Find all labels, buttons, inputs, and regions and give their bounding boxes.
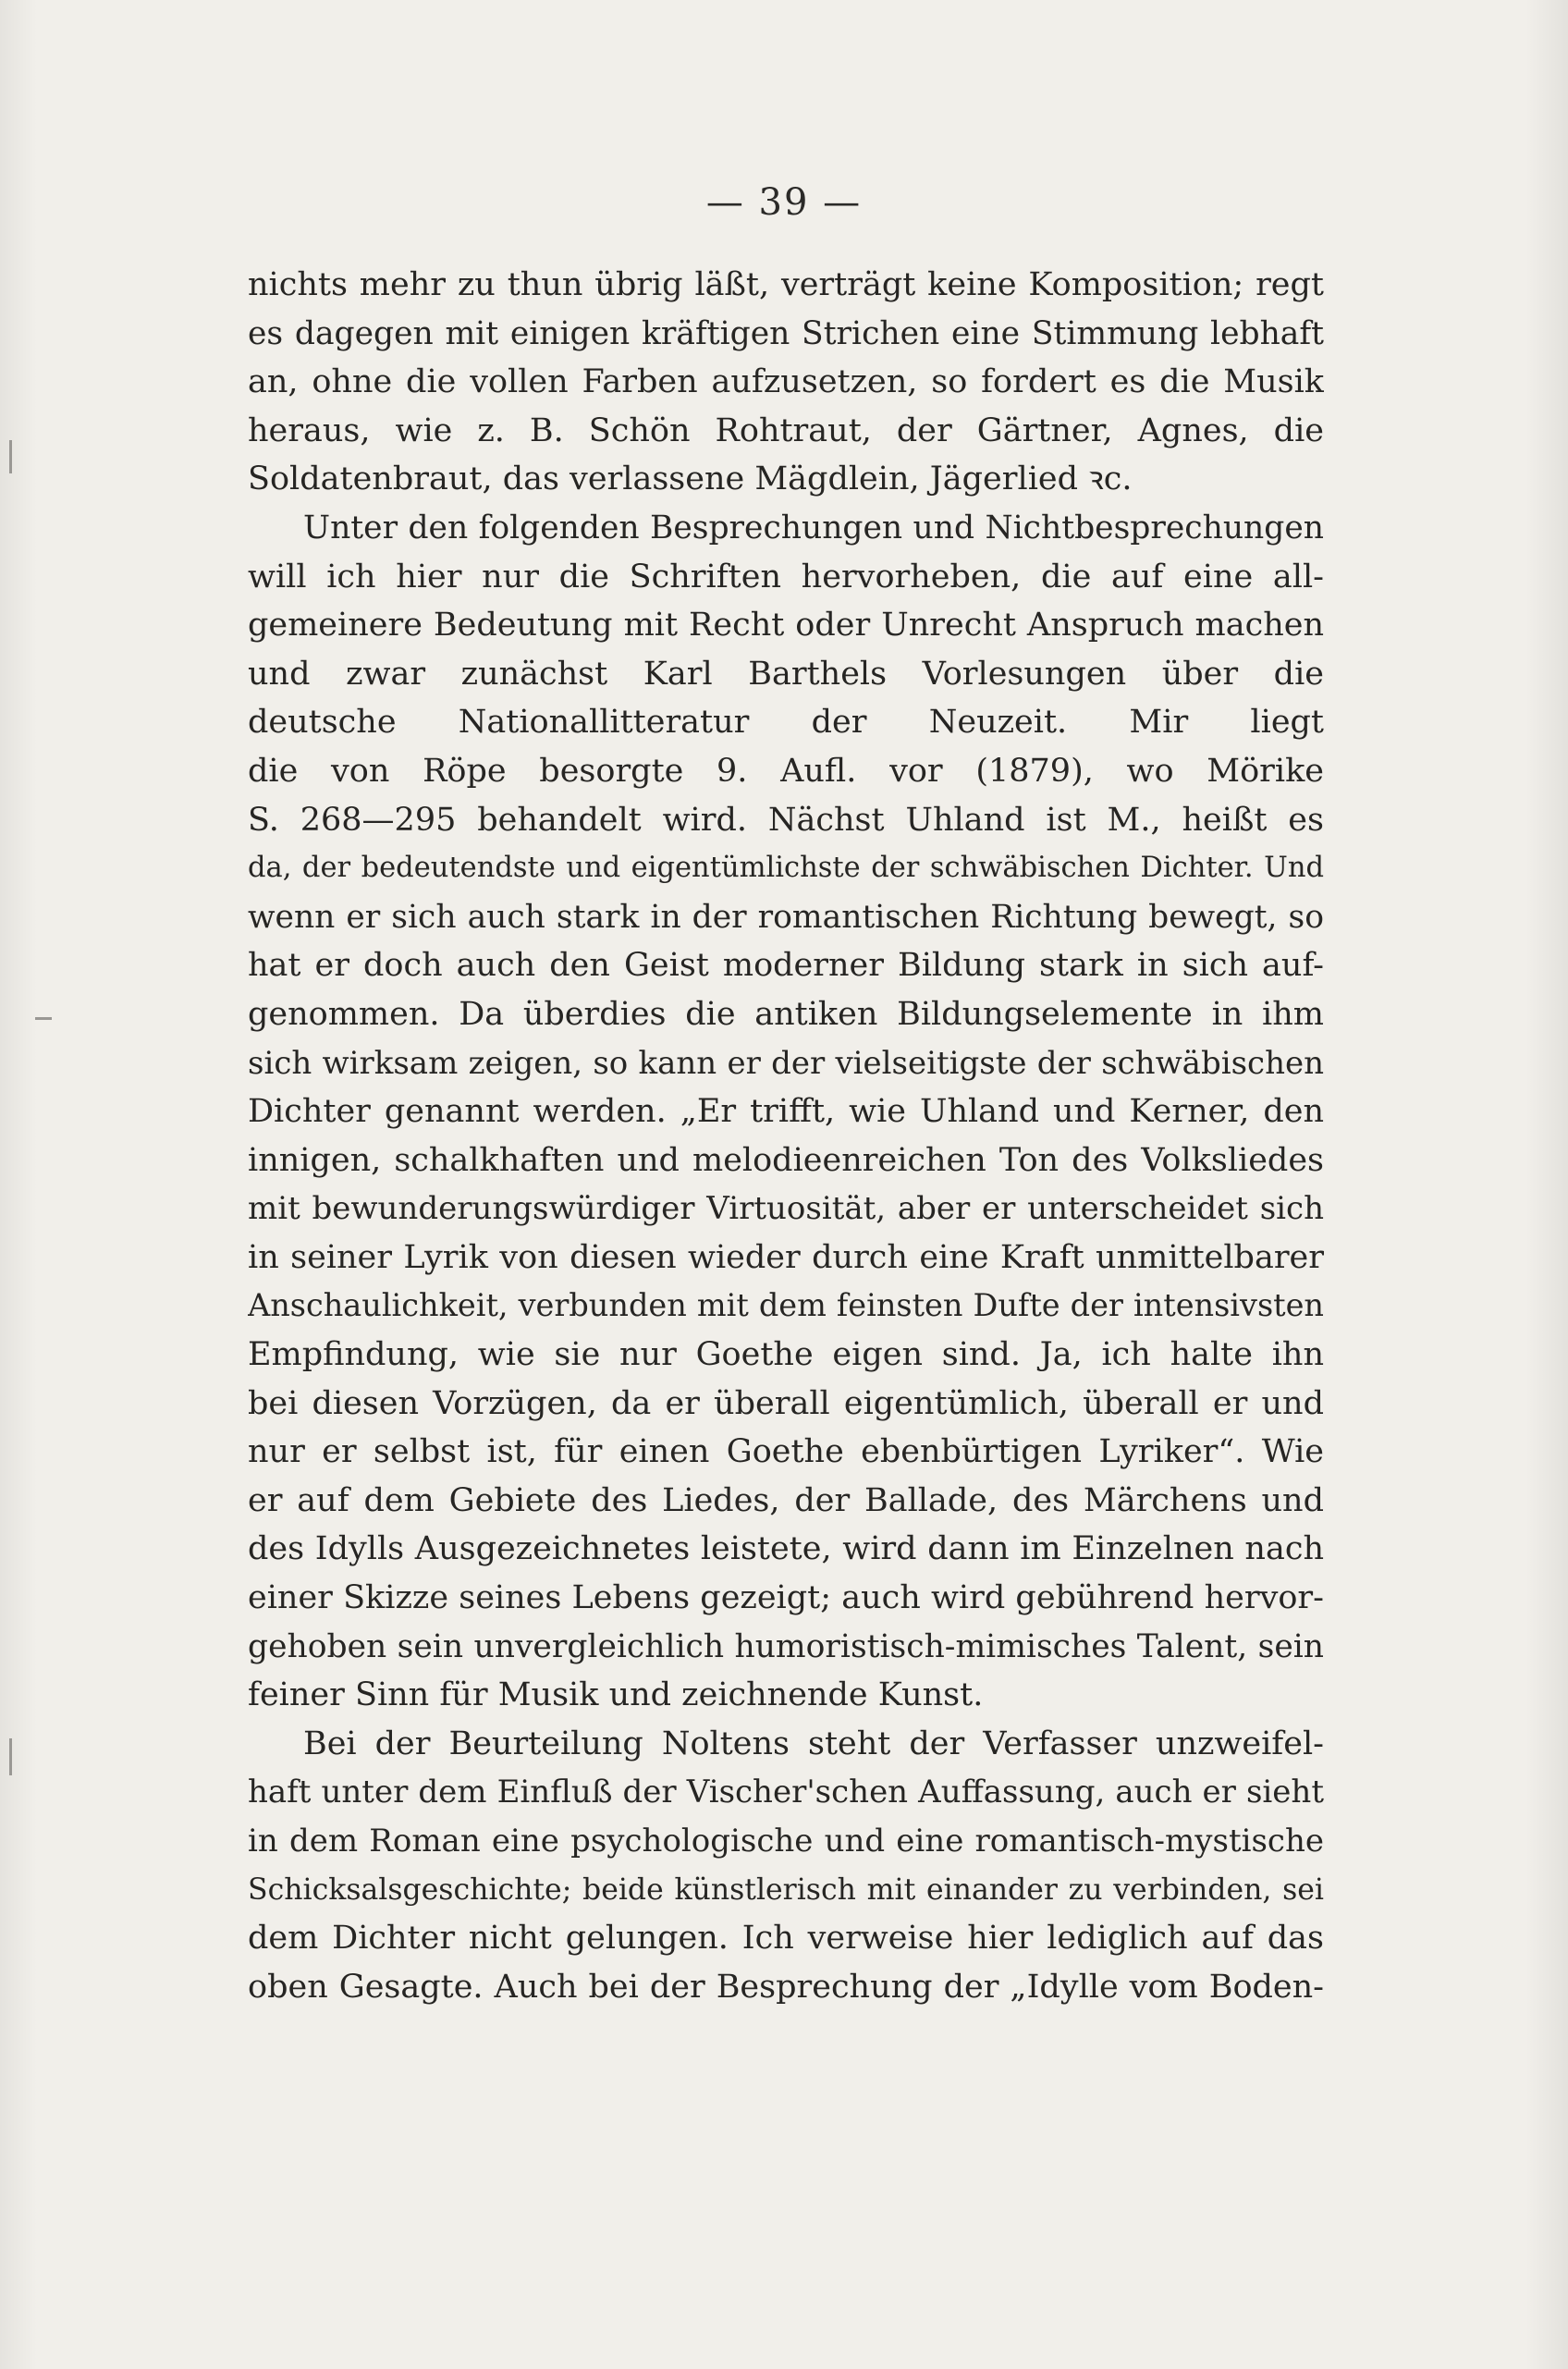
text-line: bei diesen Vorzügen, da er überall eigentümlich, überall er und: [248, 1384, 1324, 1422]
text-line: nichts mehr zu thun übrig läßt, verträgt keine Komposition; regt: [248, 266, 1324, 303]
margin-mark-left-upper: [9, 440, 12, 473]
text-line: nur er selbst ist, für einen Goethe ebenbürtigen Lyriker“. Wie: [248, 1433, 1324, 1471]
text-line: hat er doch auch den Geist moderner Bildung stark in sich auf-: [248, 947, 1324, 985]
text-line: Anschaulichkeit, verbunden mit dem feinsten Dufte der intensivsten: [248, 1287, 1324, 1324]
text-line: innigen, schalkhaften und melodieenreichen Ton des Volksliedes: [248, 1141, 1324, 1179]
margin-mark-left-middle: [35, 1017, 52, 1020]
text-line: Empfindung, wie sie nur Goethe eigen sind. Ja, ich halte ihn: [248, 1336, 1324, 1374]
text-line: mit bewunderungswürdiger Virtuosität, aber er unterscheidet sich: [248, 1190, 1324, 1228]
text-line: in dem Roman eine psychologische und eine romantisch-mystische: [248, 1823, 1324, 1860]
paragraph-1: [248, 261, 1324, 504]
page-number: — 39 —: [705, 181, 863, 224]
text-line: an, ohne die vollen Farben aufzusetzen, so fordert es die Musik: [248, 363, 1324, 401]
body-text: [248, 261, 1324, 2011]
text-line: S. 268—295 behandelt wird. Nächst Uhland ist M., heißt es: [248, 801, 1324, 839]
text-line: will ich hier nur die Schriften hervorheben, die auf eine all-: [248, 558, 1324, 595]
text-line: genommen. Da überdies die antiken Bildungselemente in ihm: [248, 995, 1324, 1033]
text-line: Unter den folgenden Besprechungen und Nichtbesprechungen: [303, 509, 1324, 546]
text-line: Soldatenbraut, das verlassene Mägdlein, Jägerlied ꝛc.: [248, 460, 1133, 498]
text-line: feiner Sinn für Musik und zeichnende Kunst.: [248, 1676, 984, 1714]
text-line: gehoben sein unvergleichlich humoristisch-mimisches Talent, sein: [248, 1627, 1324, 1665]
text-line: deutsche Nationallitteratur der Neuzeit. Mir liegt: [248, 704, 1324, 742]
text-line: einer Skizze seines Lebens gezeigt; auch wird gebührend hervor-: [248, 1579, 1324, 1617]
text-line: es dagegen mit einigen kräftigen Strichen eine Stimmung lebhaft: [248, 314, 1324, 352]
text-line: heraus, wie z. B. Schön Rohtraut, der Gärtner, Agnes, die: [248, 411, 1324, 449]
text-line: da, der bedeutendste und eigentümlichste der schwäbischen Dichter. Und: [248, 852, 1324, 885]
text-line: Bei der Beurteilung Noltens steht der Verfasser unzweifel-: [303, 1725, 1324, 1762]
text-line: und zwar zunächst Karl Barthels Vorlesungen über die: [248, 655, 1324, 693]
text-line: haft unter dem Einfluß der Vischer'schen Auffassung, auch er sieht: [248, 1774, 1324, 1811]
text-line: gemeinere Bedeutung mit Recht oder Unrecht Anspruch machen: [248, 607, 1324, 644]
text-line: in seiner Lyrik von diesen wieder durch eine Kraft unmittelbarer: [248, 1238, 1324, 1276]
text-line: Dichter genannt werden. „Er trifft, wie Uhland und Kerner, den: [248, 1093, 1324, 1131]
margin-mark-left-lower: [9, 1738, 12, 1775]
paragraph-2: [248, 504, 1324, 1720]
text-line: er auf dem Gebiete des Liedes, der Ballade, des Märchens und: [248, 1481, 1324, 1519]
text-line: oben Gesagte. Auch bei der Besprechung der „Idylle vom Boden-: [248, 1968, 1324, 2006]
text-line: dem Dichter nicht gelungen. Ich verweise hier lediglich auf das: [248, 1920, 1324, 1958]
text-line: wenn er sich auch stark in der romantischen Richtung bewegt, so: [248, 898, 1324, 936]
text-line: des Idylls Ausgezeichnetes leistete, wird dann im Einzelnen nach: [248, 1530, 1324, 1568]
text-line: sich wirksam zeigen, so kann er der vielseitigste der schwäbischen: [248, 1044, 1324, 1082]
paragraph-3: [248, 1720, 1324, 2012]
text-line: die von Röpe besorgte 9. Aufl. vor (1879), wo Mörike: [248, 752, 1324, 790]
text-line: Schicksalsgeschichte; beide künstlerisch mit einander zu verbinden, sei: [248, 1872, 1324, 1907]
